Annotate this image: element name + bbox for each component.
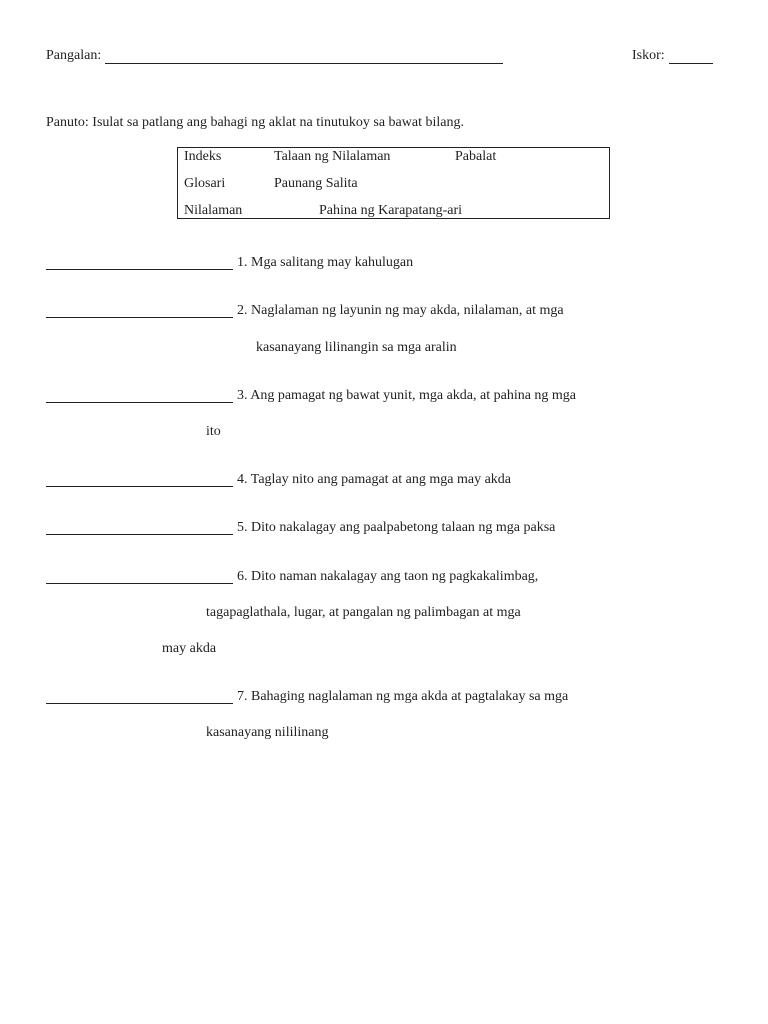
question-4: 4. Taglay nito ang pamagat at ang mga may akda [237, 472, 512, 487]
score-blank[interactable] [669, 49, 713, 64]
word-bank-item: Indeks [184, 149, 222, 164]
question-6-continuation: may akda [162, 641, 217, 656]
question-3: 3. Ang pamagat ng bawat yunit, mga akda, at pahina ng mga [237, 388, 577, 403]
word-bank-item: Pabalat [455, 149, 497, 164]
question-3-continuation: ito [206, 424, 221, 439]
question-7-continuation: kasanayang nililinang [206, 725, 329, 740]
answer-blank-6[interactable] [46, 583, 233, 584]
question-2: 2. Naglalaman ng layunin ng may akda, nilalaman, at mga [237, 303, 564, 318]
name-blank[interactable] [105, 49, 503, 64]
word-bank-item: Paunang Salita [274, 176, 358, 191]
word-bank-item: Talaan ng Nilalaman [274, 149, 391, 164]
answer-blank-3[interactable] [46, 402, 233, 403]
question-7: 7. Bahaging naglalaman ng mga akda at pagtalakay sa mga [237, 689, 569, 704]
answer-blank-7[interactable] [46, 703, 233, 704]
question-5: 5. Dito nakalagay ang paalpabetong talaan ng mga paksa [237, 520, 556, 535]
word-bank-item: Nilalaman [184, 203, 243, 218]
answer-blank-5[interactable] [46, 534, 233, 535]
score-field [632, 48, 713, 64]
question-6: 6. Dito naman nakalagay ang taon ng pagkakalimbag, [237, 569, 539, 584]
question-6-continuation: tagapaglathala, lugar, at pangalan ng palimbagan at mga [206, 605, 521, 620]
question-1: 1. Mga salitang may kahulugan [237, 255, 414, 270]
answer-blank-4[interactable] [46, 486, 233, 487]
instructions: Panuto: Isulat sa patlang ang bahagi ng aklat na tinutukoy sa bawat bilang. [46, 115, 464, 130]
name-label: Pangalan: [46, 48, 102, 63]
score-label: Iskor: [632, 48, 665, 63]
word-bank-item: Glosari [184, 176, 226, 191]
word-bank-item: Pahina ng Karapatang-ari [319, 203, 463, 218]
question-2-continuation: kasanayang lilinangin sa mga aralin [256, 340, 457, 355]
name-field [46, 48, 503, 64]
word-bank [177, 147, 610, 219]
answer-blank-2[interactable] [46, 317, 233, 318]
answer-blank-1[interactable] [46, 269, 233, 270]
